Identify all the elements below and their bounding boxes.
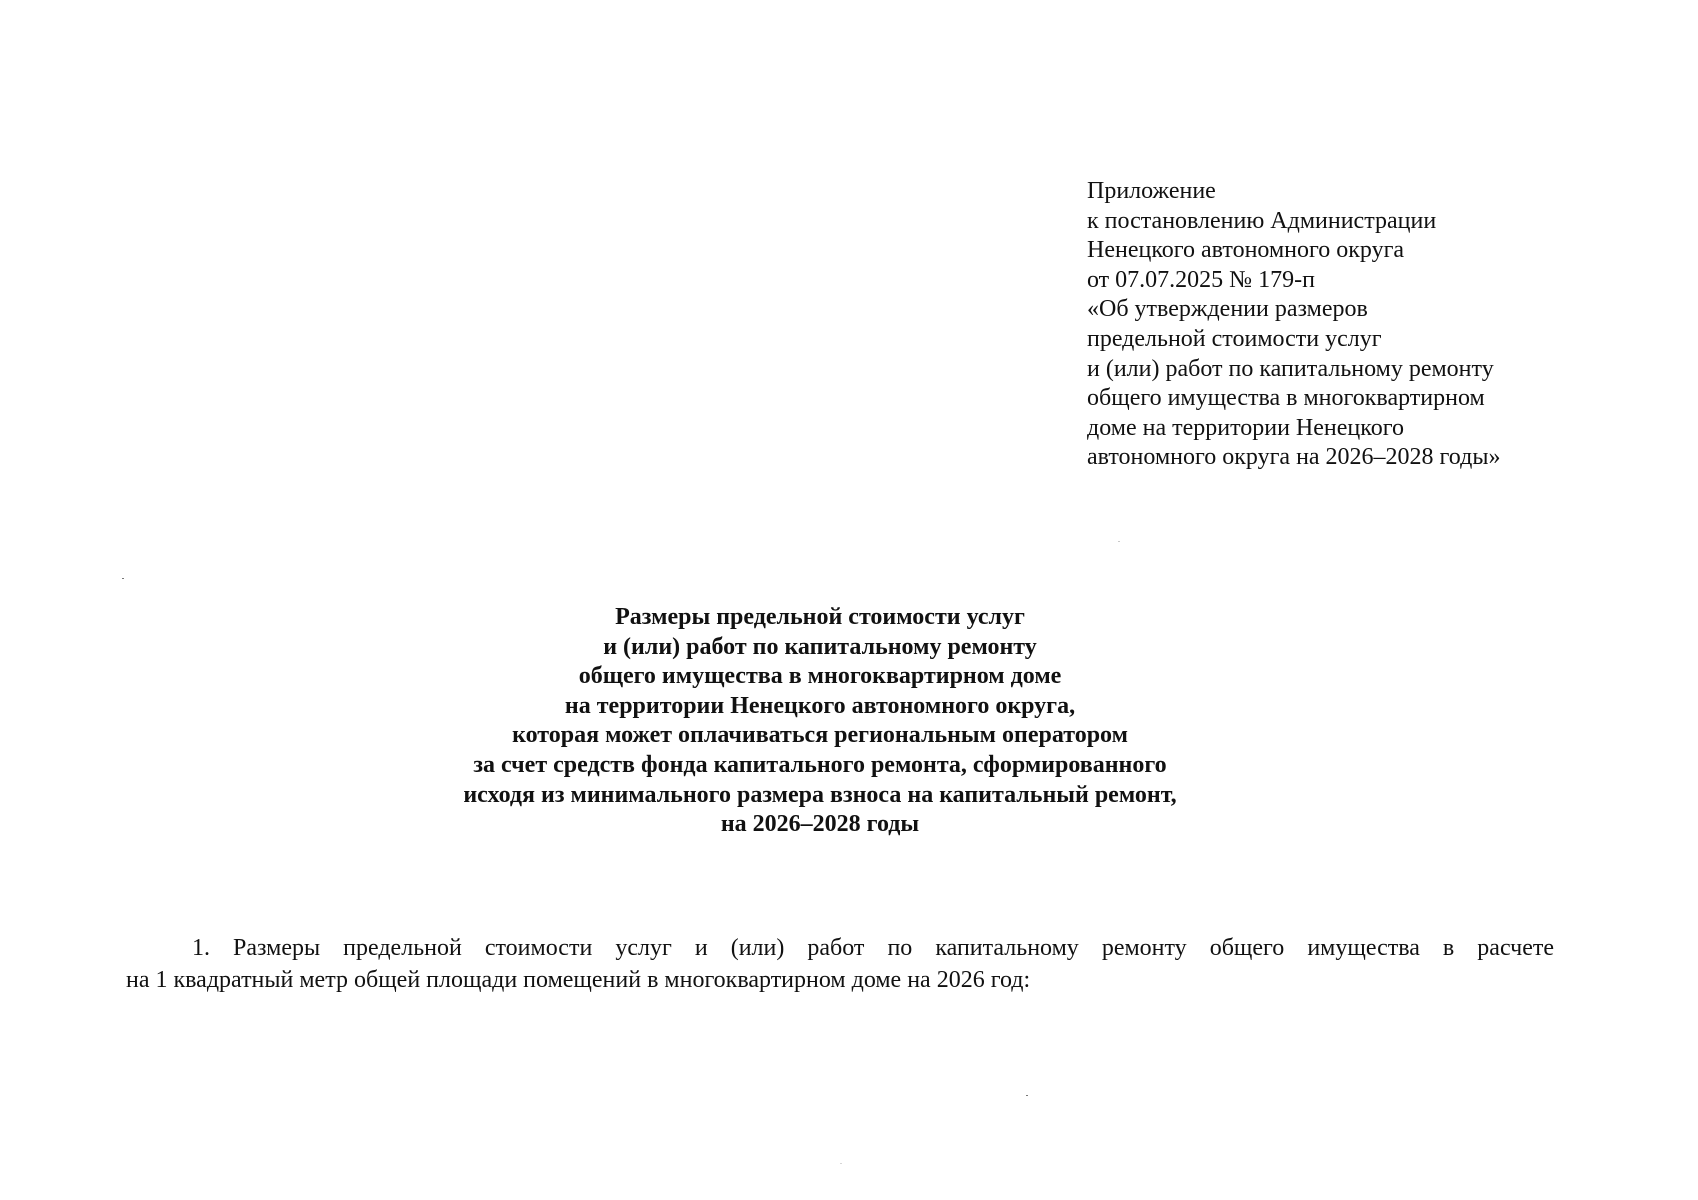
appendix-header-line: к постановлению Администрации bbox=[1087, 207, 1437, 234]
document-title-line: общего имущества в многоквартирном доме bbox=[578, 663, 1062, 690]
appendix-header-line: Ненецкого автономного округа bbox=[1087, 237, 1405, 264]
appendix-header-line: «Об утверждении размеров bbox=[1087, 296, 1368, 323]
appendix-header-line: общего имущества в многоквартирном bbox=[1087, 385, 1485, 412]
appendix-header bbox=[1087, 177, 1647, 473]
document-title bbox=[390, 603, 1250, 840]
appendix-header-line: предельной стоимости услуг bbox=[1087, 325, 1382, 352]
document-title-line: которая может оплачиваться региональным оператором bbox=[512, 722, 1128, 749]
scan-speck bbox=[1026, 1095, 1028, 1096]
document-title-line: на 2026–2028 годы bbox=[720, 811, 920, 838]
scan-speck bbox=[1118, 541, 1120, 542]
scan-speck bbox=[122, 578, 124, 579]
appendix-header-line: автономного округа на 2026–2028 годы» bbox=[1087, 444, 1501, 471]
scan-speck bbox=[840, 1163, 842, 1164]
section-1-line-2: на 1 квадратный метр общей площади помещений в многоквартирном доме на 2026 год: bbox=[126, 967, 1031, 993]
appendix-header-line: Приложение bbox=[1087, 178, 1216, 204]
document-title-line: и (или) работ по капитальному ремонту bbox=[603, 633, 1037, 660]
appendix-header-line: доме на территории Ненецкого bbox=[1087, 414, 1404, 441]
appendix-header-line: от 07.07.2025 № 179-п bbox=[1087, 266, 1315, 293]
document-title-line: исходя из минимального размера взноса на капитальный ремонт, bbox=[463, 781, 1177, 808]
document-title-line: на территории Ненецкого автономного округа, bbox=[564, 692, 1076, 719]
document-title-line: за счет средств фонда капитального ремонта, сформированного bbox=[473, 751, 1167, 778]
section-1-paragraph bbox=[126, 932, 1554, 996]
section-1-line-1: 1. Размеры предельной стоимости услуг и (или) работ по капитальному ремонту общего имущества в расчете bbox=[192, 935, 1554, 961]
document-title-line: Размеры предельной стоимости услуг bbox=[615, 604, 1025, 630]
appendix-header-line: и (или) работ по капитальному ремонту bbox=[1087, 355, 1494, 382]
